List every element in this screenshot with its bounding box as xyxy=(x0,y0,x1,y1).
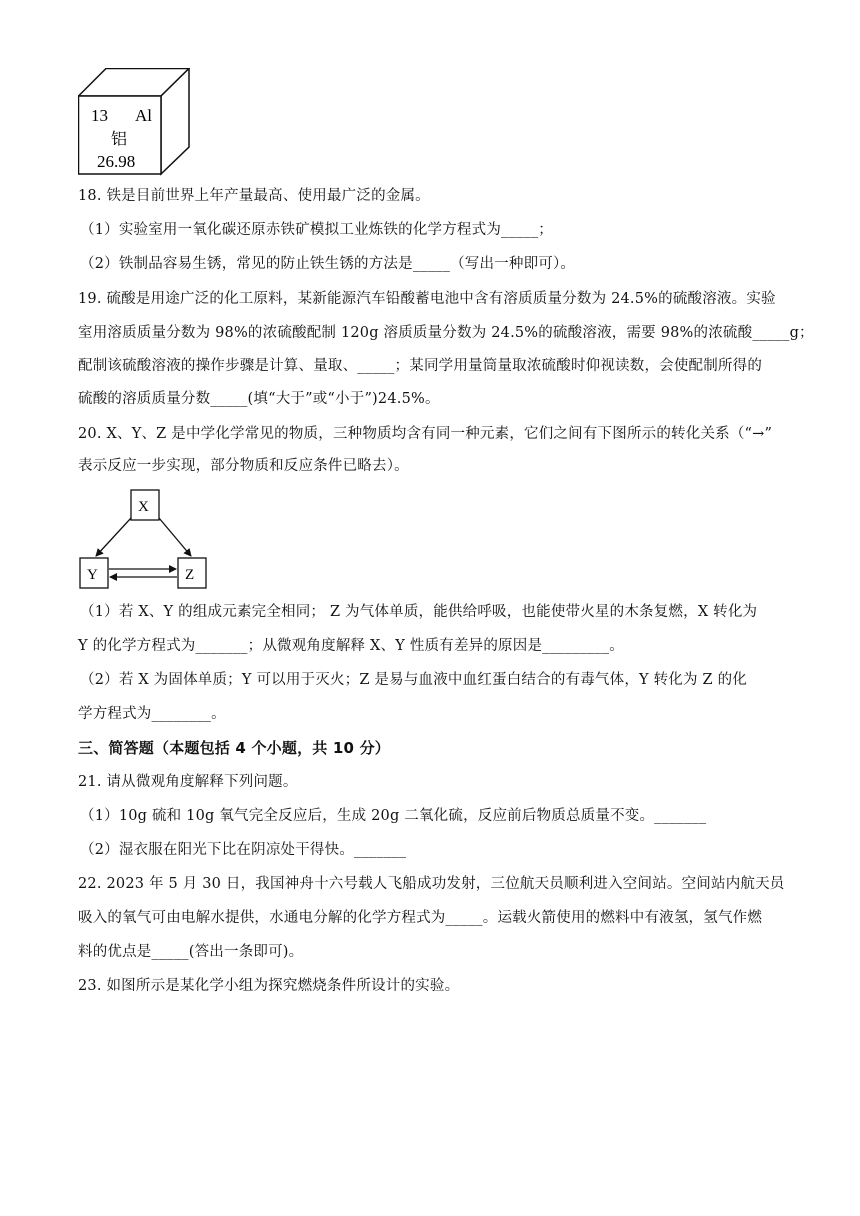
q22-line1: 22. 2023 年 5 月 30 日，我国神舟十六号载人飞船成功发射，三位航天员顺利进入空间站。空间站内航天员 xyxy=(78,876,785,892)
element-symbol: Al xyxy=(135,106,152,125)
q21-part2: （2）湿衣服在阳光下比在阴凉处干得快。_______ xyxy=(80,842,407,858)
q20-part2-line1: （2）若 X 为固体单质；Y 可以用于灭火；Z 是易与血液中血红蛋白结合的有毒气体，Y 转化为 Z 的化 xyxy=(80,672,748,688)
q18-part2: （2）铁制品容易生锈，常见的防止铁生锈的方法是_____（写出一种即可）。 xyxy=(80,256,576,272)
q19-line2: 室用溶质质量分数为 98%的浓硫酸配制 120g 溶质质量分数为 24.5%的硫酸溶液，需要 98%的浓硫酸_____g； xyxy=(78,325,814,341)
q22-line2: 吸入的氧气可由电解水提供，水通电分解的化学方程式为_____。运载火箭使用的燃料中有液氢，氢气作燃 xyxy=(78,910,763,926)
q20-part2-line2: 学方程式为________。 xyxy=(78,706,226,722)
q20-part1-line2: Y 的化学方程式为_______；从微观角度解释 X、Y 性质有差异的原因是_________。 xyxy=(78,638,624,654)
q22-line3: 料的优点是_____(答出一条即可)。 xyxy=(78,944,304,960)
aluminum-element-card xyxy=(78,68,190,176)
node-z-label: Z xyxy=(185,567,195,583)
xyz-conversion-diagram xyxy=(78,488,218,592)
node-y-label: Y xyxy=(87,567,98,583)
arrow-x-to-z xyxy=(159,518,191,556)
q20-part1-line1: （1）若 X、Y 的组成元素完全相同； Z 为气体单质，能供给呼吸，也能使带火星的木条复燃，X 转化为 xyxy=(80,604,758,620)
q23-stem: 23. 如图所示是某化学小组为探究燃烧条件所设计的实验。 xyxy=(78,978,460,994)
arrow-x-to-y xyxy=(96,518,131,556)
q18-stem: 18. 铁是目前世界上年产量最高、使用最广泛的金属。 xyxy=(78,188,430,204)
q21-part1: （1）10g 硫和 10g 氧气完全反应后，生成 20g 二氧化硫，反应前后物质总质量不变。_______ xyxy=(80,808,707,824)
section-heading: 三、简答题（本题包括 4 个小题，共 10 分） xyxy=(78,739,391,757)
q19-line4: 硫酸的溶质质量分数_____(填“大于”或“小于”)24.5%。 xyxy=(78,391,440,407)
element-name: 铝 xyxy=(111,129,128,148)
q20-line2: 表示反应一步实现，部分物质和反应条件已略去）。 xyxy=(78,458,409,474)
node-x-label: X xyxy=(138,499,149,515)
q19-line3: 配制该硫酸溶液的操作步骤是计算、量取、_____；某同学用量筒量取浓硫酸时仰视读数，会使配制所得的 xyxy=(78,358,763,374)
q20-line1: 20. X、Y、Z 是中学化学常见的物质，三种物质均含有同一种元素，它们之间有下图所示的转化关系（“→” xyxy=(78,426,773,442)
q21-stem: 21. 请从微观角度解释下列问题。 xyxy=(78,774,298,790)
q19-line1: 19. 硫酸是用途广泛的化工原料，某新能源汽车铅酸蓄电池中含有溶质质量分数为 24.5%的硫酸溶液。实验 xyxy=(78,291,776,307)
atomic-number: 13 xyxy=(91,106,108,125)
atomic-mass: 26.98 xyxy=(97,152,136,171)
q18-part1: （1）实验室用一氧化碳还原赤铁矿模拟工业炼铁的化学方程式为_____； xyxy=(80,222,553,238)
